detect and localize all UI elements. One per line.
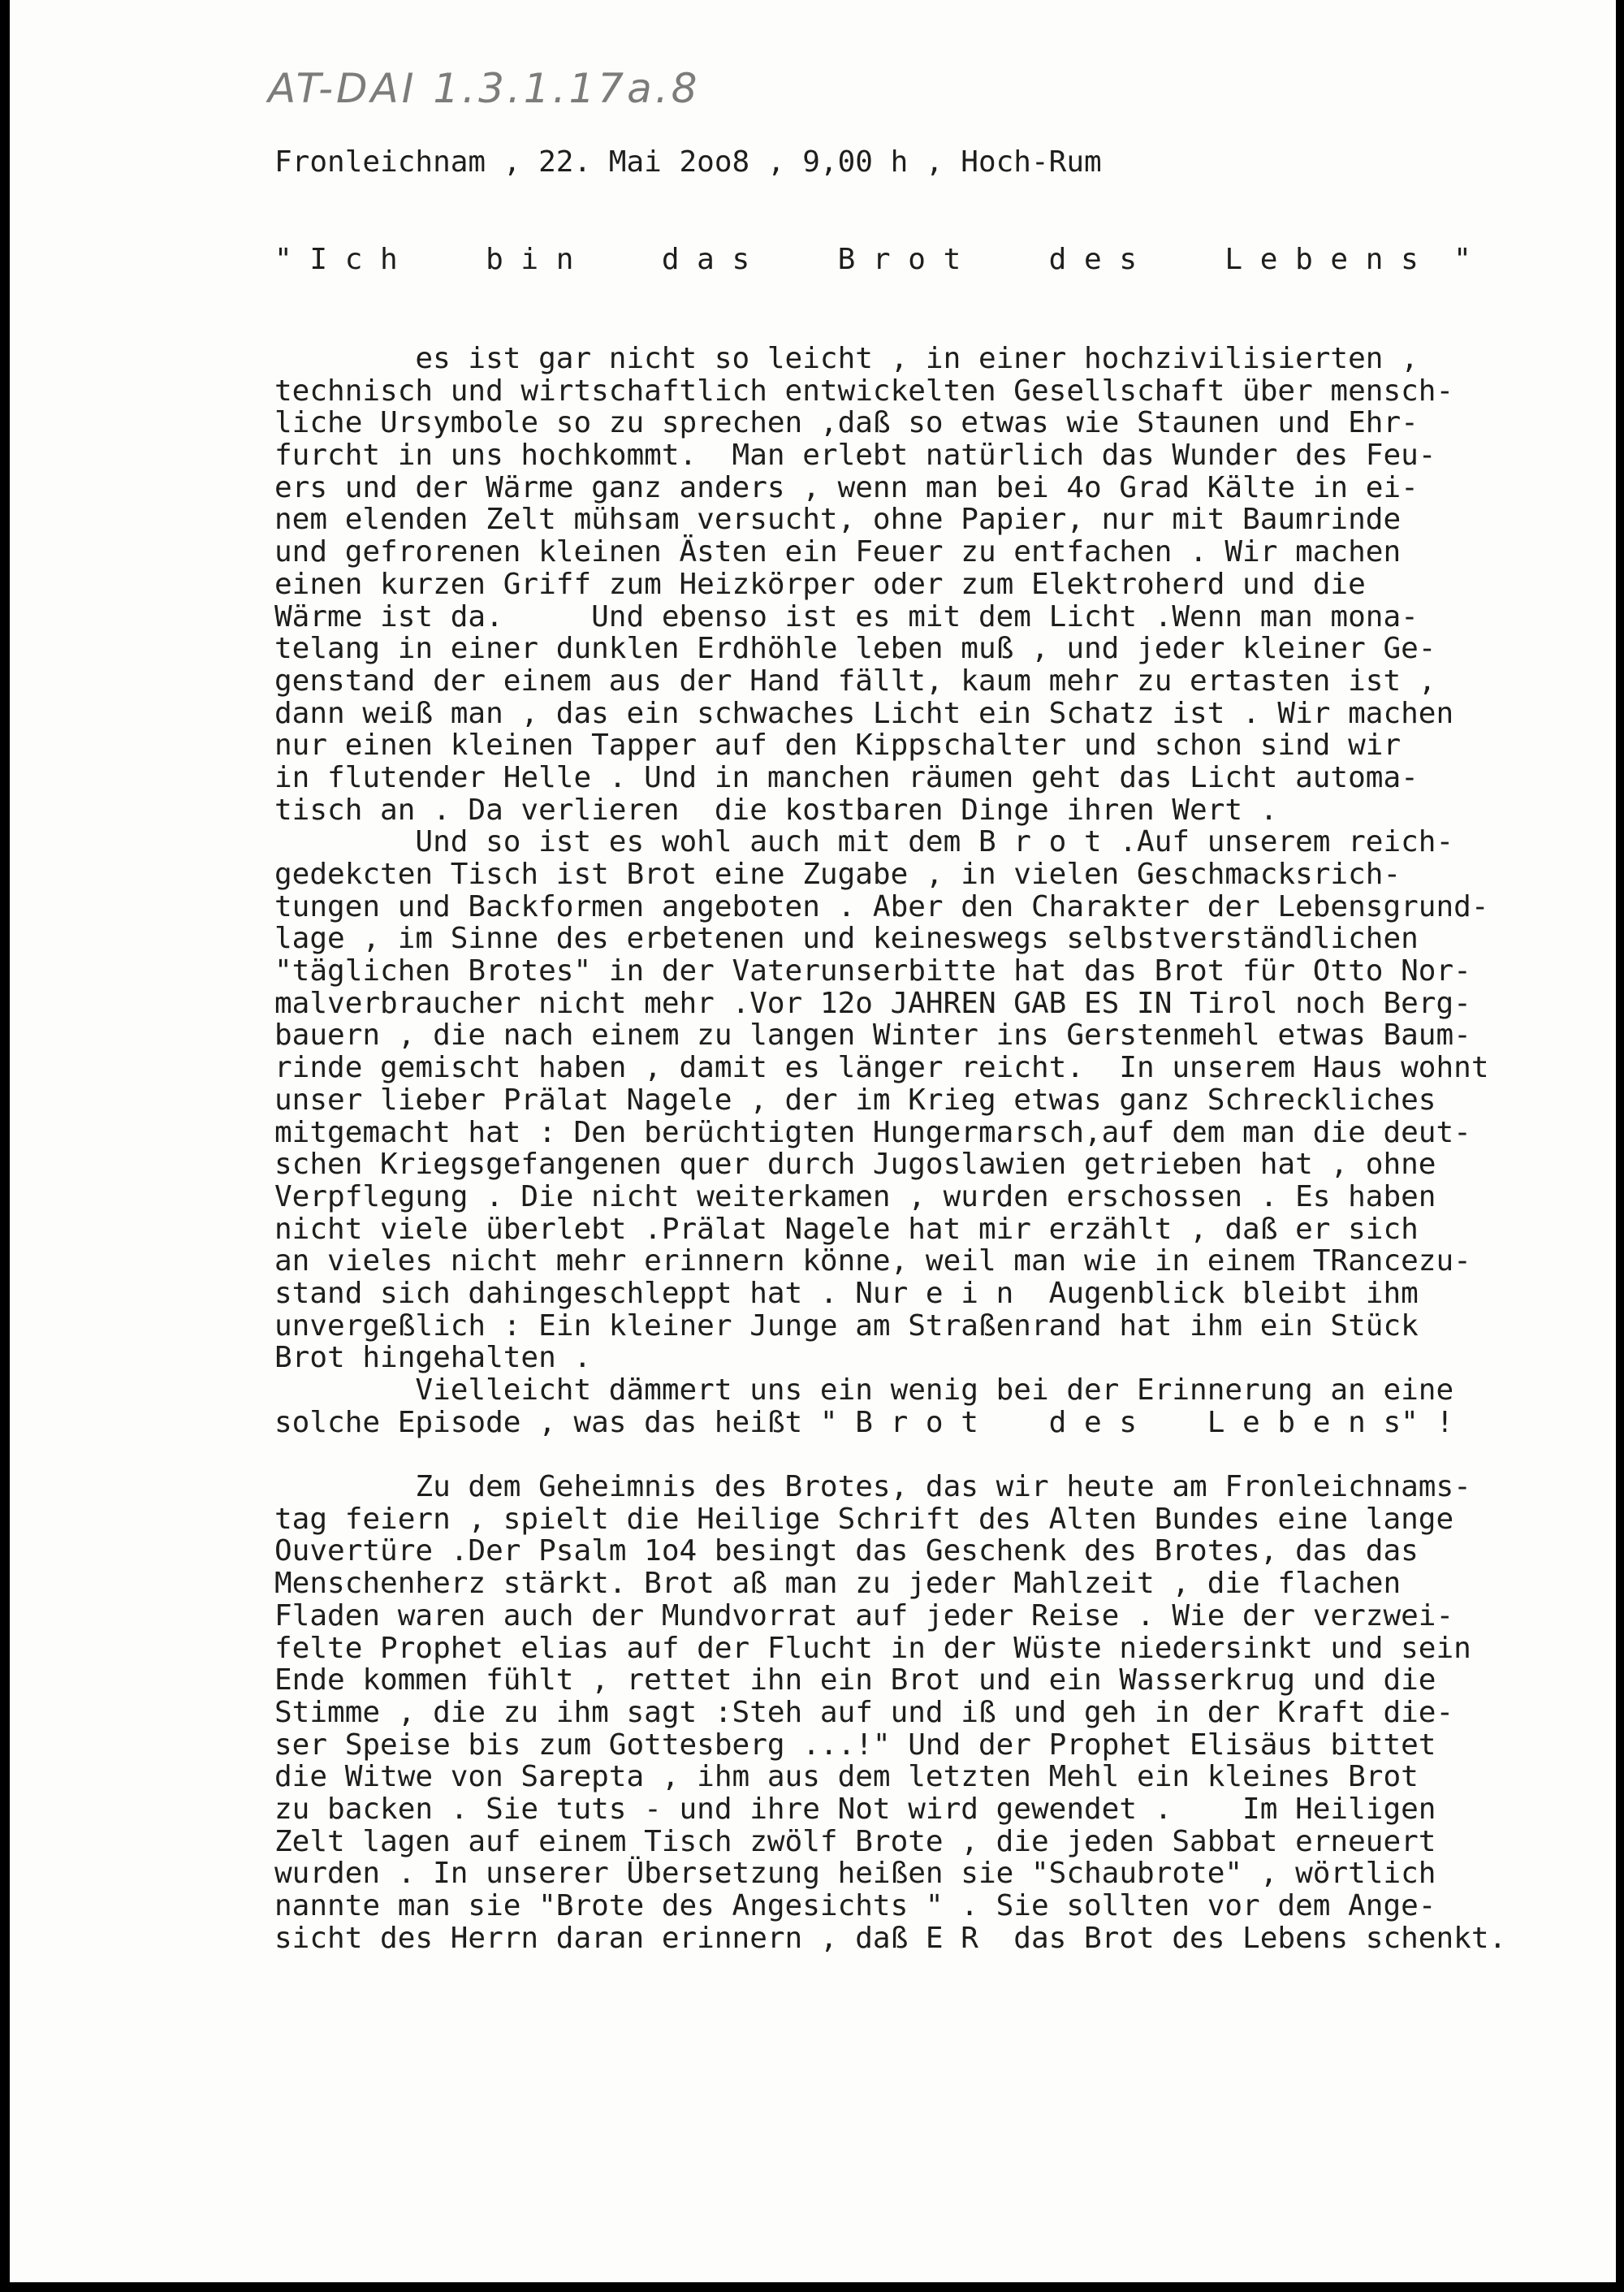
text-line: Stimme , die zu ihm sagt :Steh auf und iß und geh in der Kraft die-	[274, 1695, 1454, 1729]
text-line: Und so ist es wohl auch mit dem B r o t .Auf unserem reich-	[274, 825, 1454, 859]
text-line: es ist gar nicht so leicht , in einer hochzivilisierten ,	[274, 342, 1419, 375]
sermon-body	[274, 343, 1622, 1954]
text-line: lage , im Sinne des erbetenen und keineswegs selbstverständlichen	[274, 922, 1419, 956]
text-line: felte Prophet elias auf der Flucht in der Wüste niedersinkt und sein	[274, 1631, 1471, 1665]
text-line: technisch und wirtschaftlich entwickelten Gesellschaft über mensch-	[274, 374, 1454, 408]
text-line: unvergeßlich : Ein kleiner Junge am Straßenrand hat ihm ein Stück	[274, 1308, 1419, 1343]
text-line: zu backen . Sie tuts - und ihre Not wird gewendet . Im Heiligen	[274, 1792, 1436, 1826]
typewritten-page	[10, 0, 1616, 2282]
text-line: die Witwe von Sarepta , ihm aus dem letzten Mehl ein kleines Brot	[274, 1760, 1419, 1794]
text-line: Ouvertüre .Der Psalm 1o4 besingt das Geschenk des Brotes, das das	[274, 1534, 1419, 1568]
text-line: "täglichen Brotes" in der Vaterunserbitte hat das Brot für Otto Nor-	[274, 954, 1471, 988]
text-line: Zu dem Geheimnis des Brotes, das wir heute am Fronleichnams-	[274, 1470, 1471, 1504]
text-line: ser Speise bis zum Gottesberg ...!" Und der Prophet Elisäus bittet	[274, 1728, 1436, 1762]
text-line: einen kurzen Griff zum Heizkörper oder zum Elektroherd und die	[274, 567, 1366, 601]
text-line: nicht viele überlebt .Prälat Nagele hat mir erzählt , daß er sich	[274, 1212, 1419, 1246]
text-line: furcht in uns hochkommt. Man erlebt natürlich das Wunder des Feu-	[274, 439, 1436, 473]
text-line: Fladen waren auch der Mundvorrat auf jeder Reise . Wie der verzwei-	[274, 1598, 1454, 1633]
text-line: und gefrorenen kleinen Ästen ein Feuer zu entfachen . Wir machen	[274, 535, 1402, 569]
text-line: stand sich dahingeschleppt hat . Nur e i n Augenblick bleibt ihm	[274, 1276, 1419, 1310]
text-line: sicht des Herrn daran erinnern , daß E R das Brot des Lebens schenkt.	[274, 1921, 1507, 1955]
text-line: nur einen kleinen Tapper auf den Kippschalter und schon sind wir	[274, 729, 1402, 763]
text-line: Vielleicht dämmert uns ein wenig bei der Erinnerung an eine	[274, 1373, 1454, 1407]
text-line: solche Episode , was das heißt " B r o t d e s L e b e n s" !	[274, 1405, 1454, 1439]
text-line: tungen und Backformen angeboten . Aber den Charakter der Lebensgrund-	[274, 889, 1489, 923]
text-line: in flutender Helle . Und in manchen räumen geht das Licht automa-	[274, 760, 1419, 794]
text-line: genstand der einem aus der Hand fällt, kaum mehr zu ertasten ist ,	[274, 664, 1436, 698]
text-line: an vieles nicht mehr erinnern könne, weil man wie in einem TRancezu-	[274, 1244, 1471, 1278]
text-line: unser lieber Prälat Nagele , der im Krieg etwas ganz Schreckliches	[274, 1083, 1436, 1117]
text-line: rinde gemischt haben , damit es länger reicht. In unserem Haus wohnt	[274, 1051, 1489, 1085]
text-line: mitgemacht hat : Den berüchtigten Hungermarsch,auf dem man die deut-	[274, 1115, 1471, 1149]
text-line: ers und der Wärme ganz anders , wenn man bei 4o Grad Kälte in ei-	[274, 470, 1419, 504]
text-line: nem elenden Zelt mühsam versucht, ohne Papier, nur mit Baumrinde	[274, 503, 1402, 537]
sermon-theme: " I c h b i n d a s B r o t d e s L e b e n s "	[274, 243, 1471, 276]
text-line: dann weiß man , das ein schwaches Licht ein Schatz ist . Wir machen	[274, 696, 1454, 730]
text-line: Verpflegung . Die nicht weiterkamen , wurden erschossen . Es haben	[274, 1179, 1436, 1213]
date-place-header: Fronleichnam , 22. Mai 2oo8 , 9,00 h , Hoch-Rum	[274, 145, 1102, 179]
text-line: gedekcten Tisch ist Brot eine Zugabe , in vielen Geschmacksrich-	[274, 858, 1402, 891]
text-line: liche Ursymbole so zu sprechen ,daß so etwas wie Staunen und Ehr-	[274, 406, 1419, 440]
text-line: Zelt lagen auf einem Tisch zwölf Brote , die jeden Sabbat erneuert	[274, 1824, 1436, 1858]
handwritten-archive-reference: AT-DAI 1.3.1.17a.8	[268, 65, 701, 112]
text-line: tag feiern , spielt die Heilige Schrift des Alten Bundes eine lange	[274, 1502, 1454, 1536]
text-line: Brot hingehalten .	[274, 1341, 592, 1375]
text-line: telang in einer dunklen Erdhöhle leben muß , und jeder kleiner Ge-	[274, 632, 1436, 666]
text-line: malverbraucher nicht mehr .Vor 12o JAHREN GAB ES IN Tirol noch Berg-	[274, 986, 1471, 1020]
text-line: Menschenherz stärkt. Brot aß man zu jeder Mahlzeit , die flachen	[274, 1567, 1402, 1601]
text-line: Ende kommen fühlt , rettet ihn ein Brot und ein Wasserkrug und die	[274, 1663, 1436, 1697]
text-line: tisch an . Da verlieren die kostbaren Dinge ihren Wert .	[274, 793, 1278, 827]
text-line: wurden . In unserer Übersetzung heißen sie "Schaubrote" , wörtlich	[274, 1857, 1436, 1891]
text-line: schen Kriegsgefangenen quer durch Jugoslawien getrieben hat , ohne	[274, 1148, 1436, 1182]
text-line	[274, 1438, 1622, 1471]
text-line: Wärme ist da. Und ebenso ist es mit dem Licht .Wenn man mona-	[274, 599, 1419, 634]
text-line: bauern , die nach einem zu langen Winter ins Gerstenmehl etwas Baum-	[274, 1018, 1471, 1053]
text-line: nannte man sie "Brote des Angesichts " . Sie sollten vor dem Ange-	[274, 1889, 1436, 1922]
